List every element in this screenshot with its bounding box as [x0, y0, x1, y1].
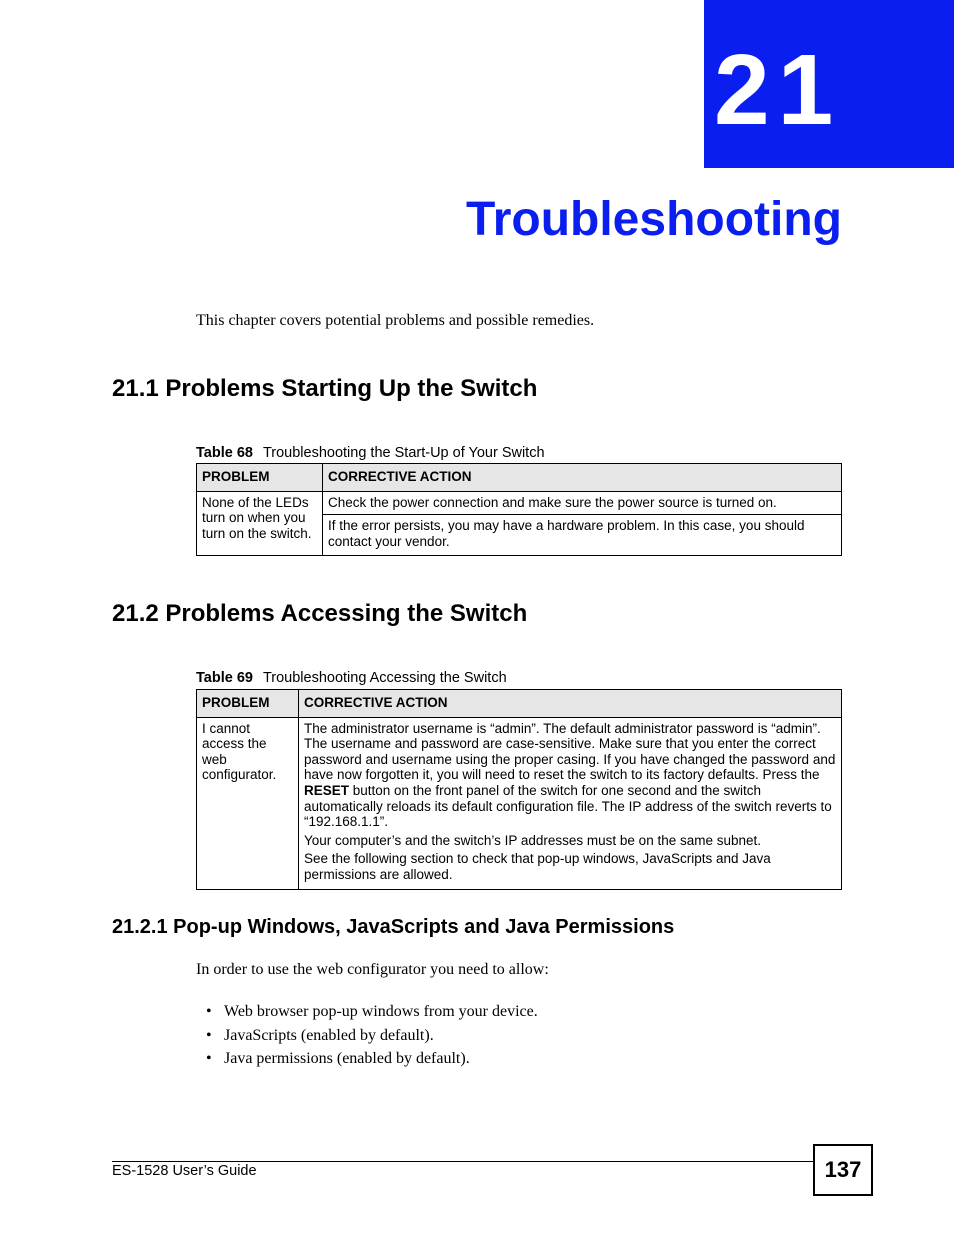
action-cell	[299, 717, 842, 889]
table-row	[197, 717, 842, 889]
chapter-number-box	[704, 0, 954, 168]
table-row	[197, 491, 842, 515]
column-header-problem: PROBLEM	[197, 690, 299, 718]
chapter-number: 21	[714, 34, 842, 146]
problem-cell: I cannot access the web configurator.	[197, 717, 299, 889]
chapter-intro: This chapter covers potential problems and possible remedies.	[196, 312, 595, 329]
reset-button-label: RESET	[304, 782, 350, 798]
table-69-caption	[196, 669, 507, 687]
column-header-corrective-action: CORRECTIVE ACTION	[323, 464, 842, 492]
table-69-label: Table 69	[196, 670, 253, 686]
section-heading-21-1: 21.1 Problems Starting Up the Switch	[112, 375, 538, 402]
section-heading-21-2: 21.2 Problems Accessing the Switch	[112, 600, 528, 627]
table-header-row	[197, 690, 842, 718]
list-item: • Java permissions (enabled by default).	[206, 1047, 538, 1071]
action-paragraph-password: The administrator username is “admin”. The default administrator password is “admin”. The username and password are case-sensitive. Make sure that you enter the correct password and username using the proper casing. If you have changed the password and have now forgotten it, you will need to reset the switch to its factory defaults. Press the RESET button on the front panel of the switch for one second and the switch automatically reloads its default configuration file. The IP address of the switch reverts to “192.168.1.1”.	[304, 720, 836, 830]
action-cell: If the error persists, you may have a hardware problem. In this case, you should contact your vendor.	[323, 515, 842, 556]
table-68	[196, 463, 842, 556]
table-69-title: Troubleshooting Accessing the Switch	[262, 670, 507, 686]
action-paragraph-subnet: Your computer’s and the switch’s IP addresses must be on the same subnet.	[304, 832, 762, 848]
permission-list	[206, 1000, 538, 1071]
table-68-title: Troubleshooting the Start-Up of Your Switch	[262, 445, 545, 461]
list-item: • Web browser pop-up windows from your device.	[206, 1000, 538, 1024]
table-68-label: Table 68	[196, 445, 253, 461]
section-intro: In order to use the web configurator you need to allow:	[196, 961, 549, 978]
table-68-caption	[196, 444, 545, 462]
chapter-title: Troubleshooting	[466, 193, 842, 246]
problem-cell: None of the LEDs turn on when you turn on the switch.	[197, 491, 323, 556]
column-header-corrective-action: CORRECTIVE ACTION	[299, 690, 842, 718]
table-header-row	[197, 464, 842, 492]
page-number: 137	[813, 1144, 873, 1196]
section-heading-21-2-1: 21.2.1 Pop-up Windows, JavaScripts and Java Permissions	[112, 916, 675, 938]
action-paragraph-permissions: See the following section to check that pop-up windows, JavaScripts and Java permissions are allowed.	[304, 851, 771, 882]
footer-guide-title: ES-1528 User’s Guide	[112, 1163, 257, 1179]
list-item: • JavaScripts (enabled by default).	[206, 1024, 538, 1048]
column-header-problem: PROBLEM	[197, 464, 323, 492]
action-cell: Check the power connection and make sure the power source is turned on.	[323, 491, 842, 515]
table-69	[196, 689, 842, 890]
